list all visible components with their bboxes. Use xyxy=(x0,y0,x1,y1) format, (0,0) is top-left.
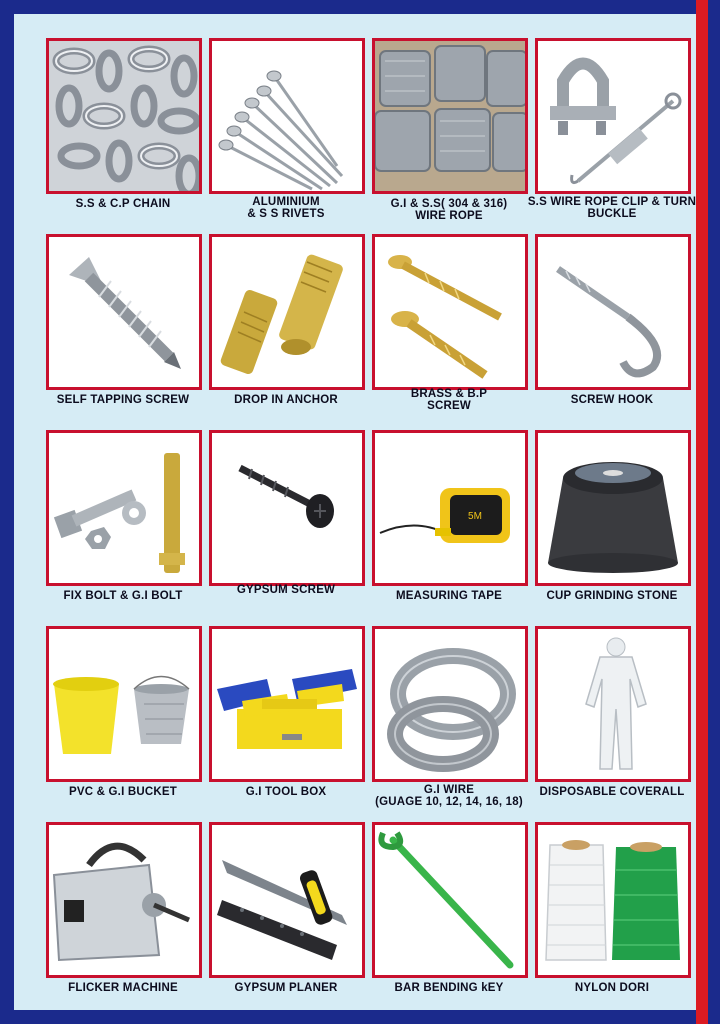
wire-rope-clip-image xyxy=(535,38,691,194)
product-label: NYLON DORI xyxy=(574,982,650,994)
wire-rope-image xyxy=(372,38,528,194)
product-tile-gypsum-screw xyxy=(207,428,370,624)
product-label: GYPSUM SCREW xyxy=(236,584,336,596)
product-tile-tool-box xyxy=(207,624,370,820)
product-label: SELF TAPPING SCREW xyxy=(56,394,190,406)
product-tile-rivets xyxy=(207,36,370,232)
svg-text:5M: 5M xyxy=(468,511,482,522)
chain-image xyxy=(46,38,202,194)
product-label: SCREW HOOK xyxy=(570,394,654,406)
product-tile-brass-screw xyxy=(370,232,533,428)
nylon-dori-image xyxy=(535,822,691,978)
coverall-image xyxy=(535,626,691,782)
product-tile-coverall xyxy=(533,624,696,820)
cup-grinding-stone-image xyxy=(535,430,691,586)
product-label: ALUMINIUM & S S RIVETS xyxy=(247,196,325,220)
product-label: BRASS & B.P SCREW xyxy=(410,388,488,412)
product-label: G.I TOOL BOX xyxy=(245,786,327,798)
product-label: PVC & G.I BUCKET xyxy=(69,786,177,798)
gypsum-planer-image xyxy=(209,822,365,978)
product-tile-self-tapping-screw xyxy=(44,232,207,428)
product-label: MEASURING TAPE xyxy=(395,590,503,602)
bucket-image xyxy=(46,626,202,782)
product-tile-fix-bolt xyxy=(44,428,207,624)
product-tile-screw-hook xyxy=(533,232,696,428)
product-label: FLICKER MACHINE xyxy=(68,982,178,994)
product-tile-wire-rope-clip xyxy=(527,36,697,232)
product-tile-gi-wire xyxy=(370,624,533,820)
product-label: G.I WIRE (GUAGE 10, 12, 14, 16, 18) xyxy=(375,784,523,808)
product-tile-gypsum-planer xyxy=(207,820,370,1016)
product-tile-drop-in-anchor xyxy=(207,232,370,428)
tool-box-image xyxy=(209,626,365,782)
measuring-tape-image xyxy=(372,430,528,586)
catalog-page xyxy=(14,14,706,1010)
gypsum-screw-image xyxy=(209,430,365,586)
product-tile-cup-grinding-stone xyxy=(533,428,696,624)
product-label: S.S & C.P CHAIN xyxy=(75,198,171,210)
gi-wire-image xyxy=(372,626,528,782)
product-tile-measuring-tape xyxy=(370,428,533,624)
self-tapping-screw-image xyxy=(46,234,202,390)
bar-bending-key-image xyxy=(372,822,528,978)
product-label: S.S WIRE ROPE CLIP & TURN BUCKLE xyxy=(527,196,697,220)
product-tile-flicker-machine xyxy=(44,820,207,1016)
product-grid xyxy=(44,36,696,1016)
product-label: BAR BENDING kEY xyxy=(394,982,504,994)
product-label: GYPSUM PLANER xyxy=(234,982,338,994)
product-label: FIX BOLT & G.I BOLT xyxy=(63,590,183,602)
product-label: DISPOSABLE COVERALL xyxy=(539,786,685,798)
product-tile-wire-rope xyxy=(370,36,533,232)
flicker-machine-image xyxy=(46,822,202,978)
product-tile-chain xyxy=(44,36,207,232)
product-label: G.I & S.S( 304 & 316) WIRE ROPE xyxy=(390,198,508,222)
decorative-side-band xyxy=(696,0,720,1024)
product-tile-nylon-dori xyxy=(533,820,696,1016)
product-label: DROP IN ANCHOR xyxy=(234,394,338,406)
product-label: CUP GRINDING STONE xyxy=(546,590,678,602)
product-tile-bucket xyxy=(44,624,207,820)
brass-screw-image xyxy=(372,234,528,390)
rivets-image xyxy=(209,38,365,194)
product-tile-bar-bending-key xyxy=(370,820,533,1016)
screw-hook-image xyxy=(535,234,691,390)
drop-in-anchor-image xyxy=(209,234,365,390)
fix-bolt-image xyxy=(46,430,202,586)
